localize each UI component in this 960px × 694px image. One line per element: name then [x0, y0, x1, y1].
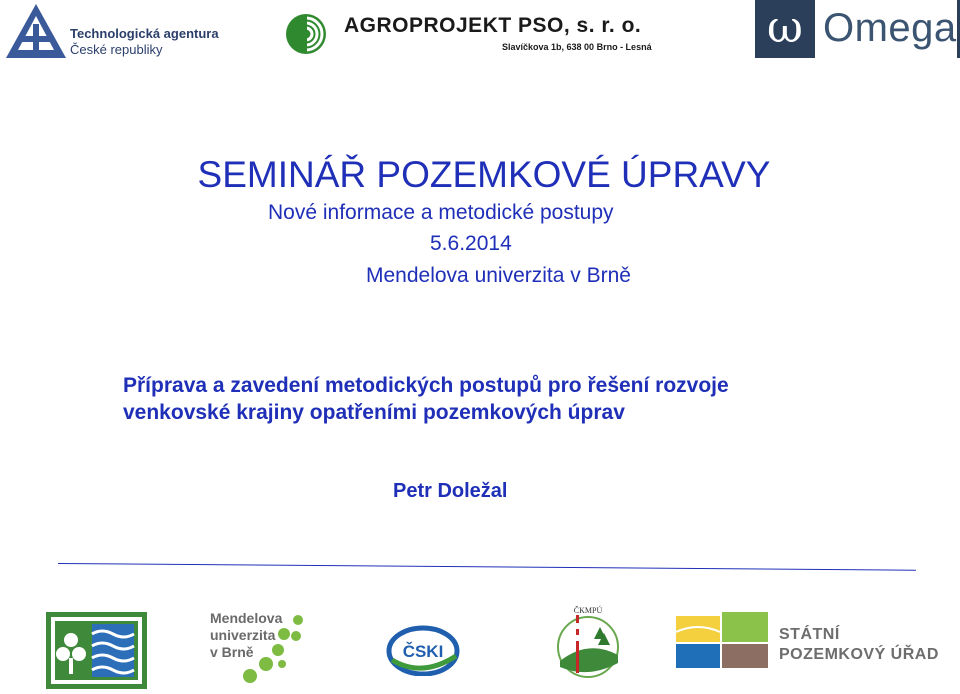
author-name: Petr Doležal: [393, 480, 508, 502]
ministry-agriculture-logo: [46, 612, 147, 689]
ckmpu-logo: [548, 605, 624, 681]
seminar-subtitle: Nové informace a metodické postupy: [268, 201, 614, 224]
omega-name: Omega: [823, 6, 957, 50]
ckmpu-name: ČKMPÚ: [573, 606, 603, 615]
mendelu-dots-icon: [208, 606, 310, 688]
agroprojekt-address: Slavíčkova 1b, 638 00 Brno - Lesná: [502, 42, 652, 52]
topic-line-2: venkovské krajiny opatřeními pozemkových úprav: [123, 401, 625, 424]
spu-name-line2: POZEMKOVÝ ÚŘAD: [779, 646, 939, 663]
tacr-name-line1: Technologická agentura: [70, 26, 219, 41]
omega-logo: [755, 0, 960, 58]
mendelu-logo: [208, 606, 310, 688]
cski-emblem-icon: [386, 624, 460, 676]
mendelu-name-line2: univerzita: [210, 627, 276, 643]
presentation-topic: [123, 372, 903, 426]
seminar-venue: Mendelova univerzita v Brně: [366, 264, 631, 287]
seminar-date: 5.6.2014: [430, 232, 512, 255]
tacr-emblem-icon: [4, 2, 68, 60]
omega-icon: ω: [767, 2, 803, 53]
agroprojekt-name: AGROPROJEKT PSO, s. r. o.: [344, 14, 642, 37]
mendelu-name-line1: Mendelova: [210, 610, 283, 626]
cski-logo: [386, 624, 460, 676]
ministry-agriculture-emblem-icon: [46, 612, 147, 689]
agroprojekt-logo: [284, 8, 664, 58]
tacr-logo: [4, 2, 219, 60]
topic-line-1: Příprava a zavedení metodických postupů pro řešení rozvoje: [123, 374, 729, 397]
spu-emblem-icon: [676, 612, 770, 670]
agroprojekt-emblem-icon: [284, 12, 328, 56]
seminar-title: SEMINÁŘ POZEMKOVÉ ÚPRAVY: [197, 154, 771, 195]
cski-name: ČSKI: [402, 642, 444, 661]
spu-logo: [676, 612, 939, 672]
mendelu-name-line3: v Brně: [210, 644, 254, 660]
tacr-name-line2: České republiky: [70, 42, 163, 57]
divider-line: [58, 563, 916, 571]
ckmpu-emblem-icon: [548, 605, 624, 681]
spu-name-line1: STÁTNÍ: [779, 626, 840, 643]
